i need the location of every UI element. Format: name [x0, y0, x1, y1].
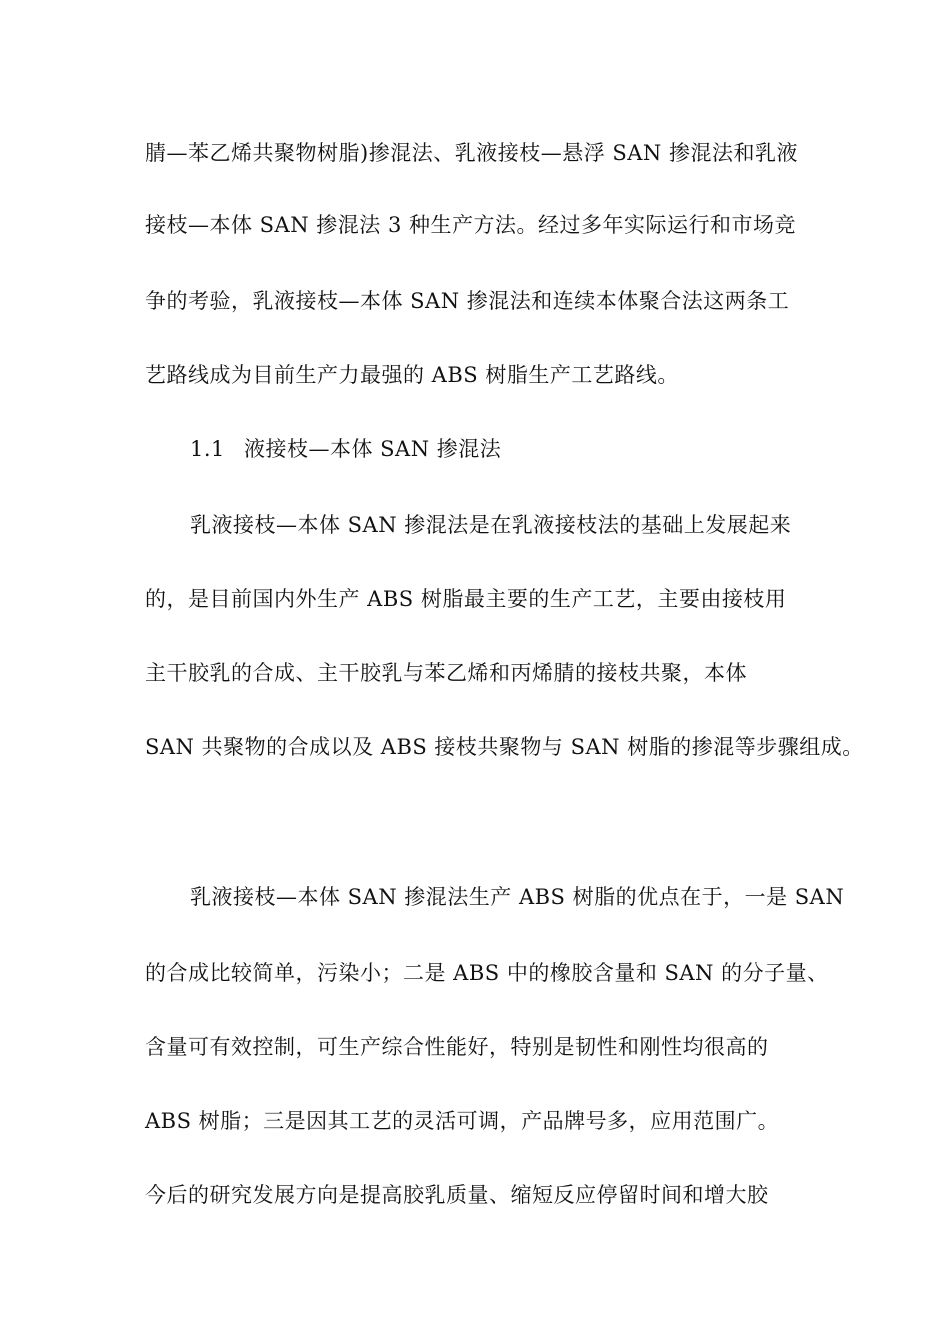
text-line: ABS 树脂；三是因其工艺的灵活可调，产品牌号多，应用范围广。 [145, 1109, 780, 1133]
section-title: 液接枝—本体 SAN 掺混法 [244, 437, 502, 461]
text-line: 争的考验，乳液接枝—本体 SAN 掺混法和连续本体聚合法这两条工 [145, 289, 790, 313]
text-line: 的合成比较简单，污染小；二是 ABS 中的橡胶含量和 SAN 的分子量、 [145, 961, 829, 985]
text-line: 乳液接枝—本体 SAN 掺混法生产 ABS 树脂的优点在于，一是 SAN [190, 885, 845, 909]
text-line: 的，是目前国内外生产 ABS 树脂最主要的生产工艺，主要由接枝用 [145, 587, 787, 611]
text-line: SAN 共聚物的合成以及 ABS 接枝共聚物与 SAN 树脂的掺混等步骤组成。 [145, 735, 864, 759]
text-line: 主干胶乳的合成、主干胶乳与苯乙烯和丙烯腈的接枝共聚，本体 [145, 661, 747, 685]
section-heading [190, 436, 501, 462]
text-line: 接枝—本体 SAN 掺混法 3 种生产方法。经过多年实际运行和市场竞 [145, 213, 796, 237]
text-line: 含量可有效控制，可生产综合性能好，特别是韧性和刚性均很高的 [145, 1035, 769, 1059]
text-line: 乳液接枝—本体 SAN 掺混法是在乳液接枝法的基础上发展起来 [190, 513, 792, 537]
section-number: 1.1 [190, 437, 225, 461]
text-line: 艺路线成为目前生产力最强的 ABS 树脂生产工艺路线。 [145, 363, 679, 387]
text-line: 今后的研究发展方向是提高胶乳质量、缩短反应停留时间和增大胶 [145, 1183, 769, 1207]
text-line: 腈—苯乙烯共聚物树脂)掺混法、乳液接枝—悬浮 SAN 掺混法和乳液 [145, 141, 798, 165]
